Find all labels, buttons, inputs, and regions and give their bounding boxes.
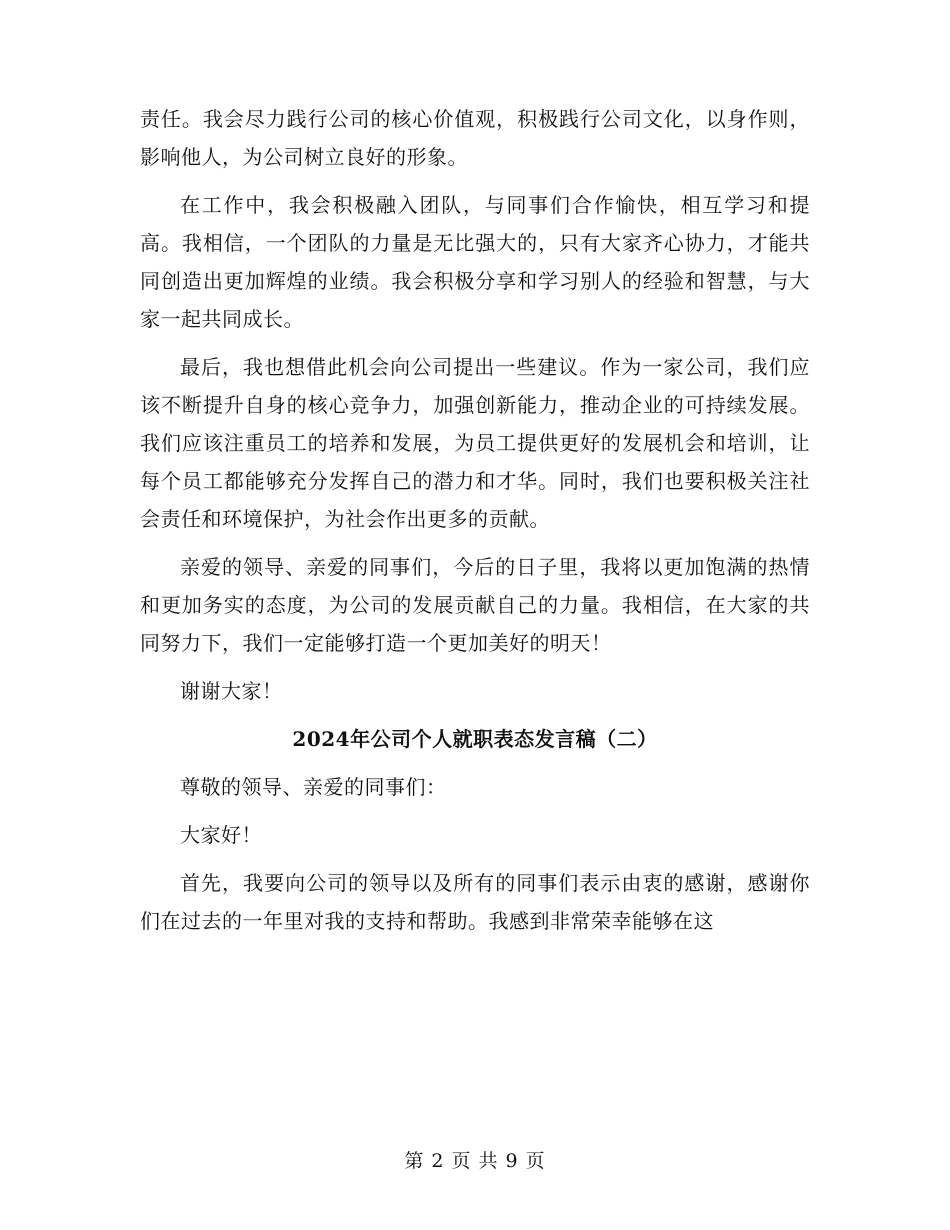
document-body	[140, 100, 810, 940]
paragraph-thanks: 谢谢大家！	[180, 679, 283, 703]
paragraph-teamwork: 在工作中，我会积极融入团队，与同事们合作愉快，相互学习和提高。我相信，一个团队的力量是无比强大的，只有大家齐心协力，才能共同创造出更加辉煌的业绩。我会积极分享和学习别人的经验和智慧，与大家一起共同成长。	[140, 193, 810, 331]
section-title: 2024年公司个人就职表态发言稿（二）	[292, 727, 658, 751]
paragraph-suggestions: 最后，我也想借此机会向公司提出一些建议。作为一家公司，我们应该不断提升自身的核心竞争力，加强创新能力，推动企业的可持续发展。我们应该注重员工的培养和发展，为员工提供更好的发展机会和培训，让每个员工都能够充分发挥自己的潜力和才华。同时，我们也要积极关注社会责任和环境保护，为社会作出更多的贡献。	[140, 355, 810, 531]
paragraph-closing: 亲爱的领导、亲爱的同事们，今后的日子里，我将以更加饱满的热情和更加务实的态度，为公司的发展贡献自己的力量。我相信，在大家的共同努力下，我们一定能够打造一个更加美好的明天！	[140, 555, 810, 655]
paragraph-gratitude: 首先，我要向公司的领导以及所有的同事们表示由衷的感谢，感谢你们在过去的一年里对我的支持和帮助。我感到非常荣幸能够在这	[140, 871, 810, 933]
paragraph-salutation: 尊敬的领导、亲爱的同事们：	[180, 775, 447, 799]
page-footer: 第 2 页 共 9 页	[404, 1150, 546, 1172]
paragraph-greeting: 大家好！	[180, 823, 262, 847]
paragraph-continuation: 责任。我会尽力践行公司的核心价值观，积极践行公司文化，以身作则，影响他人，为公司树立良好的形象。	[140, 107, 810, 169]
